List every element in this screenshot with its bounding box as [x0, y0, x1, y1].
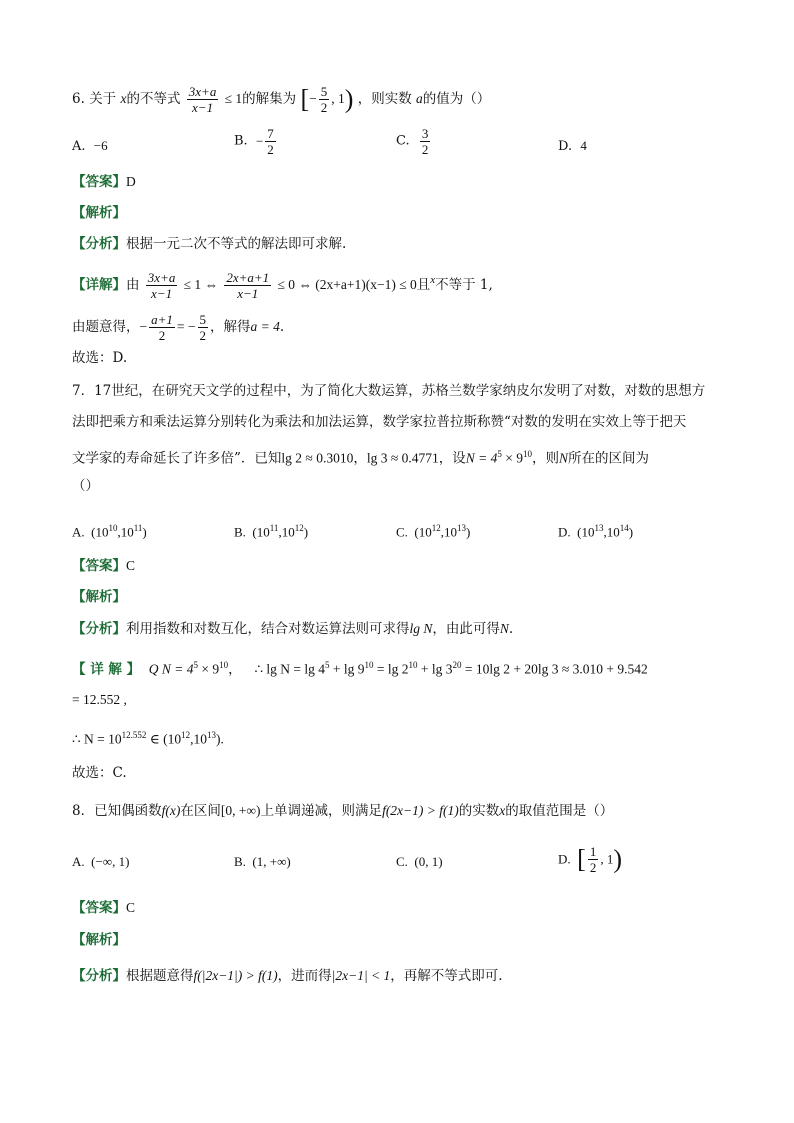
q7-answer: 【答案】C	[72, 558, 136, 574]
q7-jiexi: 【解析】	[72, 589, 126, 605]
q8-option-c: C. (0, 1)	[396, 854, 443, 869]
q6-option-a: A. −6	[72, 138, 108, 154]
q8-option-b: B. (1, +∞)	[234, 854, 291, 869]
q6-jiexi: 【解析】	[72, 205, 126, 221]
q7-option-a: A. $(10^{10},10^{11})$	[72, 523, 147, 540]
q7-detail-line2: = 12.552 ,	[72, 692, 127, 707]
q7-detail: 【 详 解 】 Q $N = 4^5 \times 9^{10}$， ∴ $\lg N = \lg 4^5 + \lg 9^{10} = \lg 2^{10} + \lg 3^{20} = 10\lg$ 2 + 20lg 3 ≈ 3.010 + 9.542	[72, 660, 648, 678]
q6-interval-fraction: $\frac{5}{2}$	[320, 84, 328, 115]
q6-analysis: 【分析】根据一元二次不等式的解法即可求解.	[72, 236, 347, 252]
q8-jiexi: 【解析】	[72, 932, 126, 948]
q7-choice: 故选：C.	[72, 765, 127, 781]
q6-option-c: C. $\frac{3}{2}$	[396, 126, 429, 157]
q7-stem-line1: 7．17世纪，在研究天文学的过程中，为了简化大数运算，苏格兰数学家纳皮尔发明了对数，对数的思想方	[72, 383, 706, 399]
q6-detail: 【详解】由 $\frac{3x+a}{x-1}$ ≤ 1 ⇔ $\frac{2x+a+1}{x-1}$ ≤ 0 ⇔ (2x+a+1)(x−1) ≤ 0且$^x$不等于 1,	[72, 270, 493, 301]
q8-stem: 8．已知偶函数f(x)在区间[0, +∞)上单调递减，则满足f(2x−1) > f(1)的实数x的取值范围是（）	[72, 803, 614, 819]
q6-stem: 6. 关于 x的不等式 $\frac{3x+a}{x-1}$ ≤ 1的解集为 [− $\frac{5}{2}$ , 1) ，则实数 a的值为（）	[72, 84, 491, 115]
q7-stem-line3: 文学家的寿命延长了许多倍”．已知lg 2 ≈ 0.3010，lg 3 ≈ 0.4771，设$N = 4^5 \times 9^{10}$，则N所在的区间为	[72, 449, 650, 467]
q8-option-d: D. [ $\frac{1}{2}$ , 1)	[558, 844, 622, 875]
q6-option-d: D. 4	[558, 138, 587, 154]
q6-detail-line2: 由题意得，− $\frac{a+1}{2}$ = − $\frac{5}{2}$ ，解得a = 4.	[72, 312, 285, 343]
q8-analysis: 【分析】根据题意得f(|2x−1|) > f(1)，进而得|2x−1| < 1，再解不等式即可.	[72, 968, 503, 984]
q7-option-d: D. $(10^{13},10^{14})$	[558, 523, 634, 540]
q8-option-a: A. (−∞, 1)	[72, 854, 130, 869]
q6-fraction: $\frac{3x+a}{x-1}$	[188, 84, 217, 115]
q7-option-b: B. $(10^{11},10^{12})$	[234, 523, 309, 540]
q7-stem-line4: （）	[72, 478, 99, 494]
q7-detail-line3: ∴ $N = 10^{12.552}$ ∈ $(10^{12},10^{13})$.	[72, 730, 224, 747]
q6-choice: 故选：D.	[72, 350, 128, 366]
q7-analysis: 【分析】利用指数和对数互化，结合对数运算法则可求得lg N，由此可得N.	[72, 621, 514, 637]
q8-answer: 【答案】C	[72, 900, 136, 916]
q6-number: 6.	[72, 91, 85, 107]
q7-stem-line2: 法即把乘方和乘法运算分别转化为乘法和加法运算，数学家拉普拉斯称赞“对数的发明在实效上等于把天	[72, 414, 687, 430]
q7-option-c: C. $(10^{12},10^{13})$	[396, 523, 471, 540]
q6-option-b: B. − $\frac{7}{2}$	[234, 126, 274, 157]
q6-answer: 【答案】D	[72, 174, 136, 190]
